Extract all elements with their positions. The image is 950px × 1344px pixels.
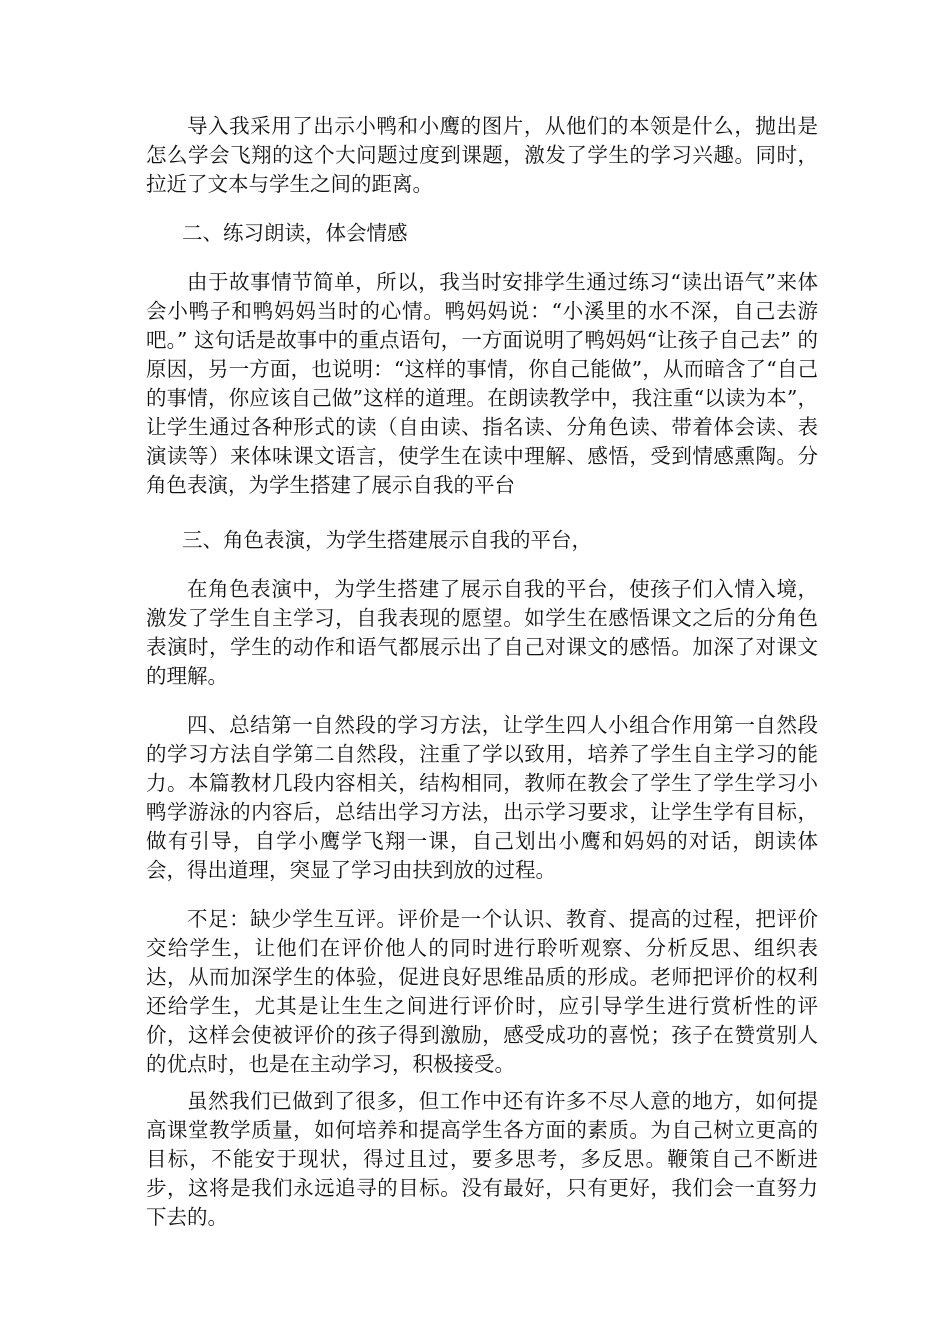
paragraph-conclusion: 虽然我们已做到了很多，但工作中还有许多不尽人意的地方，如何提高课堂教学质量，如何培养和提高学生各方面的素质。为自己树立更高的目标，不能安于现状，得过且过，要多思考，多反思。鞭策自己不断进步，这将是我们永远追寻的目标。没有最好，只有更好，我们会一直努力下去的。 xyxy=(146,1089,818,1229)
paragraph-shortcomings: 不足：缺少学生互评。评价是一个认识、教育、提高的过程，把评价交给学生，让他们在评价他人的同时进行聆听观察、分析反思、组织表达，从而加深学生的体验，促进良好思维品质的形成。老师把评价的权利还给学生，尤其是让生生之间进行评价时，应引导学生进行赏析性的评价，这样会使被评价的孩子得到激励，感受成功的喜悦；孩子在赞赏别人的优点时，也是在主动学习，积极接受。 xyxy=(146,907,818,1076)
section-heading-reading: 二、练习朗读，体会情感 xyxy=(182,221,408,245)
paragraph-intro: 导入我采用了出示小鸭和小鹰的图片，从他们的本领是什么，抛出是怎么学会飞翔的这个大问题过度到课题，激发了学生的学习兴趣。同时，拉近了文本与学生之间的距离。 xyxy=(146,114,818,196)
paragraph-summary-method: 四、总结第一自然段的学习方法，让学生四人小组合作用第一自然段的学习方法自学第二自然段，注重了学以致用，培养了学生自主学习的能力。本篇教材几段内容相关，结构相同，教师在教会了学生了学生学习小鸭学游泳的内容后，总结出学习方法，出示学习要求，让学生学有目标，做有引导，自学小鹰学飞翔一课，自己划出小鹰和妈妈的对话，朗读体会，得出道理，突显了学习由扶到放的过程。 xyxy=(146,713,818,882)
document-body xyxy=(146,112,818,1232)
paragraph-reading: 由于故事情节简单，所以，我当时安排学生通过练习“读出语气”来体会小鸭子和鸭妈妈当时的心情。鸭妈妈说：“小溪里的水不深，自己去游吧。” 这句话是故事中的重点语句，一方面说明了鸭妈妈“让孩子自己去” 的原因，另一方面，也说明：“这样的事情，你自己能做”，从而暗含了“自己的事情，你应该自己做”这样的道理。在朗读教学中，我注重“以读为本”，让学生通过各种形式的读（自由读、指名读、分角色读、带着体会读、表演读等）来体味课文语言，使学生在读中理解、感悟，受到情感熏陶。分角色表演，为学生搭建了展示自我的平台 xyxy=(146,270,818,497)
section-heading-role-play: 三、角色表演，为学生搭建展示自我的平台， xyxy=(182,528,592,552)
paragraph-role-play: 在角色表演中，为学生搭建了展示自我的平台，使孩子们入情入境，激发了学生自主学习，自我表现的愿望。如学生在感悟课文之后的分角色表演时，学生的动作和语气都展示出了自己对课文的感悟。加深了对课文的理解。 xyxy=(146,577,818,688)
